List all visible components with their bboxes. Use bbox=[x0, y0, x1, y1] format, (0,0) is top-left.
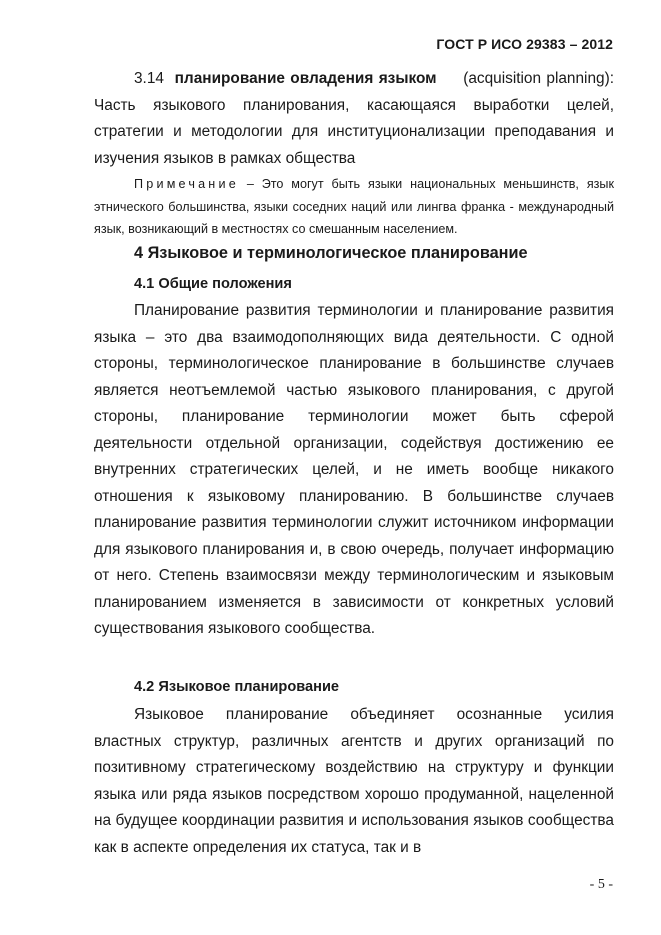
term-english: (acquisition planning): bbox=[463, 70, 614, 87]
section-4-1-heading: 4.1 Общие положения bbox=[134, 276, 292, 292]
section-4-1-paragraph: Планирование развития терминологии и планирование развития языка – это два взаимодополняющих вида деятельности. С одной стороны, терминологическое планирование в большинстве случаев является неотъемлемой частью языкового планирования, с другой стороны, планирование терминологии может быть сферой деятельности отдельной организации, содействуя достижению ее внутренних стратегических целей, и не иметь вообще никакого отношения к языковому планированию. В большинстве случаев планирование развития терминологии служит источником информации для языкового планирования и, в свою очередь, получает информацию от него. Степень взаимосвязи между терминологическим и языковым планированием изменяется в зависимости от конкретных условий существования языкового сообщества. bbox=[94, 302, 614, 637]
term-definition-text: Часть языкового планирования, касающаяся выработки целей, стратегии и методологии для институционализации преподавания и изучения языков в рамках общества bbox=[94, 96, 614, 167]
term-note bbox=[94, 173, 614, 241]
page-number: - 5 - bbox=[589, 877, 613, 892]
section-4-1-body bbox=[94, 298, 614, 643]
section-4-2-body bbox=[94, 702, 614, 861]
term-3-14 bbox=[94, 66, 614, 172]
section-4-2-paragraph: Языковое планирование объединяет осознанные усилия властных структур, различных агентств и других организаций по позитивному стратегическому воздействию на структуру и функции языка или ряда языков посредством хорошо продуманной, нацеленной на будущее координации развития и использования языков сообщества как в аспекте определения их статуса, так и в bbox=[94, 706, 614, 856]
term-definition bbox=[94, 66, 614, 172]
note-text: – Это могут быть языки национальных меньшинств, язык этнического большинства, языки соседних наций или лингва франка - международный язык, возникающий в местностях со смешанным населением. bbox=[94, 177, 614, 237]
standard-header: ГОСТ Р ИСО 29383 – 2012 bbox=[436, 36, 613, 52]
term-number: 3.14 bbox=[134, 70, 164, 87]
section-4-heading: 4 Языковое и терминологическое планирование bbox=[134, 244, 528, 262]
term-title: планирование овладения языком bbox=[174, 70, 437, 87]
section-4-2-heading: 4.2 Языковое планирование bbox=[134, 679, 340, 695]
note-paragraph bbox=[94, 173, 614, 241]
note-label: Примечание bbox=[134, 177, 239, 191]
